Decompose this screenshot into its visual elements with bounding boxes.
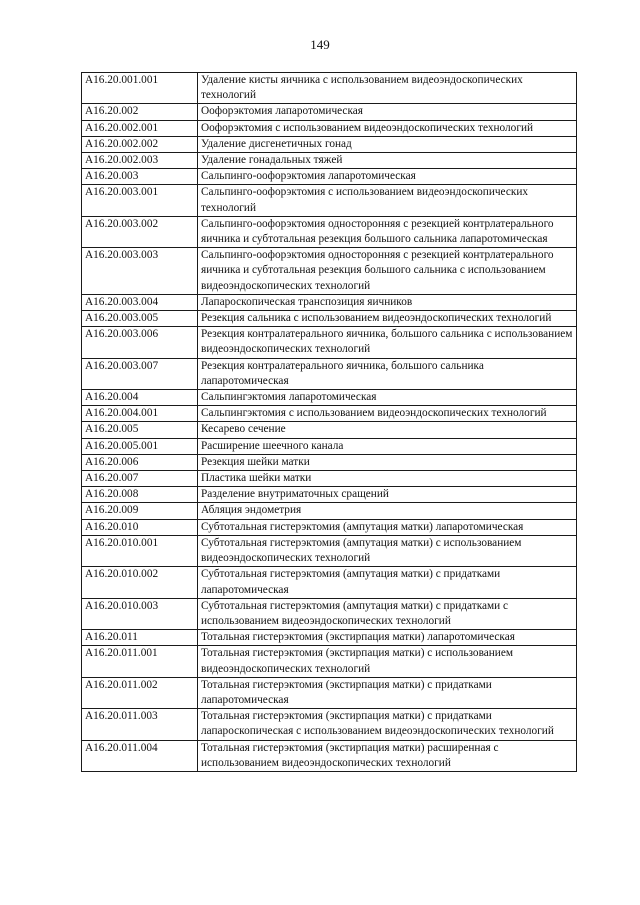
service-code-cell: A16.20.002 [82, 104, 198, 120]
service-code-cell: A16.20.011.003 [82, 709, 198, 740]
service-name-cell: Тотальная гистерэктомия (экстирпация матки) расширенная с использованием видеоэндоскопических технологий [198, 740, 577, 771]
table-row [82, 709, 577, 740]
table-row [82, 646, 577, 677]
service-code-cell: A16.20.010.003 [82, 598, 198, 629]
service-code-cell: A16.20.010 [82, 519, 198, 535]
table-row [82, 120, 577, 136]
service-name-cell: Удаление дисгенетичных гонад [198, 136, 577, 152]
service-code-cell: A16.20.011.002 [82, 677, 198, 708]
service-code-cell: A16.20.003 [82, 169, 198, 185]
service-name-cell: Сальпингэктомия лапаротомическая [198, 390, 577, 406]
service-code-cell: A16.20.003.003 [82, 248, 198, 295]
service-code-cell: A16.20.008 [82, 487, 198, 503]
service-code-cell: A16.20.005.001 [82, 438, 198, 454]
table-row [82, 311, 577, 327]
service-name-cell: Абляция эндометрия [198, 503, 577, 519]
service-name-cell: Сальпингэктомия с использованием видеоэндоскопических технологий [198, 406, 577, 422]
table-row [82, 630, 577, 646]
service-name-cell: Тотальная гистерэктомия (экстирпация матки) с использованием видеоэндоскопических технологий [198, 646, 577, 677]
service-code-cell: A16.20.010.001 [82, 535, 198, 566]
table-row [82, 438, 577, 454]
service-name-cell: Удаление гонадальных тяжей [198, 153, 577, 169]
service-name-cell: Резекция контралатерального яичника, большого сальника лапаротомическая [198, 358, 577, 389]
table-row [82, 73, 577, 104]
service-name-cell: Удаление кисты яичника с использованием видеоэндоскопических технологий [198, 73, 577, 104]
table-row [82, 185, 577, 216]
service-name-cell: Резекция сальника с использованием видеоэндоскопических технологий [198, 311, 577, 327]
service-name-cell: Сальпинго-оофорэктомия односторонняя с резекцией контрлатерального яичника и субтотальная резекция большого сальника с использованием видеоэндоскопических технологий [198, 248, 577, 295]
table-row [82, 294, 577, 310]
table-row [82, 327, 577, 358]
service-code-cell: A16.20.009 [82, 503, 198, 519]
service-code-cell: A16.20.010.002 [82, 567, 198, 598]
service-name-cell: Резекция шейки матки [198, 454, 577, 470]
table-row [82, 169, 577, 185]
service-name-cell: Сальпинго-оофорэктомия с использованием видеоэндоскопических технологий [198, 185, 577, 216]
service-code-cell: A16.20.004 [82, 390, 198, 406]
service-name-cell: Оофорэктомия с использованием видеоэндоскопических технологий [198, 120, 577, 136]
service-name-cell: Расширение шеечного канала [198, 438, 577, 454]
table-row [82, 248, 577, 295]
service-code-cell: A16.20.003.002 [82, 216, 198, 247]
service-name-cell: Пластика шейки матки [198, 471, 577, 487]
service-name-cell: Лапароскопическая транспозиция яичников [198, 294, 577, 310]
table-row [82, 677, 577, 708]
service-name-cell: Резекция контралатерального яичника, большого сальника с использованием видеоэндоскопических технологий [198, 327, 577, 358]
service-name-cell: Разделение внутриматочных сращений [198, 487, 577, 503]
service-code-cell: A16.20.011.004 [82, 740, 198, 771]
service-code-cell: A16.20.002.003 [82, 153, 198, 169]
table-row [82, 471, 577, 487]
table-row [82, 598, 577, 629]
table-row [82, 216, 577, 247]
service-codes-table [81, 72, 577, 772]
table-row [82, 104, 577, 120]
table-body [82, 73, 577, 772]
service-name-cell: Субтотальная гистерэктомия (ампутация матки) с использованием видеоэндоскопических технологий [198, 535, 577, 566]
table-row [82, 503, 577, 519]
service-code-cell: A16.20.006 [82, 454, 198, 470]
service-code-cell: A16.20.011 [82, 630, 198, 646]
service-name-cell: Субтотальная гистерэктомия (ампутация матки) лапаротомическая [198, 519, 577, 535]
table-row [82, 406, 577, 422]
table-row [82, 487, 577, 503]
service-name-cell: Субтотальная гистерэктомия (ампутация матки) с придатками с использованием видеоэндоскопических технологий [198, 598, 577, 629]
table-row [82, 740, 577, 771]
service-code-cell: A16.20.002.002 [82, 136, 198, 152]
service-code-cell: A16.20.003.001 [82, 185, 198, 216]
table-row [82, 390, 577, 406]
service-code-cell: A16.20.007 [82, 471, 198, 487]
service-name-cell: Субтотальная гистерэктомия (ампутация матки) с придатками лапаротомическая [198, 567, 577, 598]
table-row [82, 136, 577, 152]
service-code-cell: A16.20.003.005 [82, 311, 198, 327]
table-row [82, 567, 577, 598]
table-row [82, 535, 577, 566]
service-code-cell: A16.20.001.001 [82, 73, 198, 104]
service-code-cell: A16.20.005 [82, 422, 198, 438]
service-code-cell: A16.20.003.004 [82, 294, 198, 310]
service-code-cell: A16.20.011.001 [82, 646, 198, 677]
service-name-cell: Кесарево сечение [198, 422, 577, 438]
service-code-cell: A16.20.004.001 [82, 406, 198, 422]
service-name-cell: Тотальная гистерэктомия (экстирпация матки) с придатками лапаротомическая [198, 677, 577, 708]
table-row [82, 153, 577, 169]
service-name-cell: Тотальная гистерэктомия (экстирпация матки) с придатками лапароскопическая с использованием видеоэндоскопических технологий [198, 709, 577, 740]
service-code-cell: A16.20.003.007 [82, 358, 198, 389]
page-number: 149 [310, 37, 330, 52]
table-row [82, 454, 577, 470]
service-name-cell: Сальпинго-оофорэктомия лапаротомическая [198, 169, 577, 185]
table-row [82, 519, 577, 535]
service-name-cell: Сальпинго-оофорэктомия односторонняя с резекцией контрлатерального яичника и субтотальная резекция большого сальника лапаротомическая [198, 216, 577, 247]
service-code-cell: A16.20.002.001 [82, 120, 198, 136]
service-code-cell: A16.20.003.006 [82, 327, 198, 358]
service-name-cell: Тотальная гистерэктомия (экстирпация матки) лапаротомическая [198, 630, 577, 646]
table-row [82, 358, 577, 389]
service-name-cell: Оофорэктомия лапаротомическая [198, 104, 577, 120]
table-row [82, 422, 577, 438]
